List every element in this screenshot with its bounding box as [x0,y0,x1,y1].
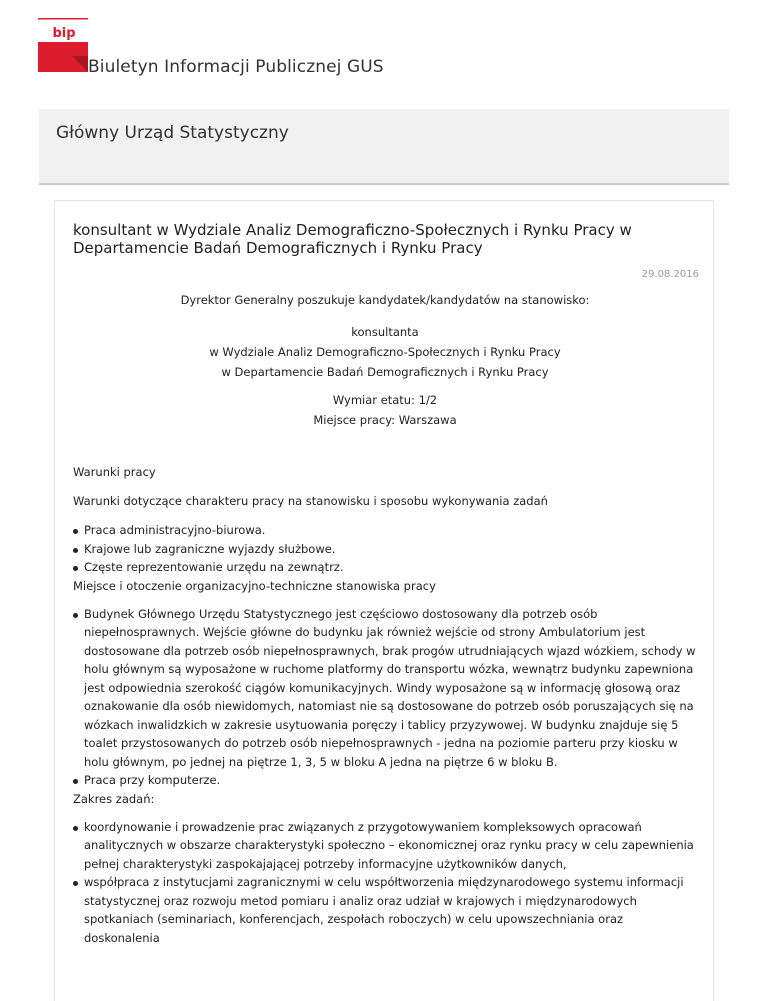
bip-logo-text: bip [52,26,76,41]
position-block [73,322,697,382]
position-line: konsultanta [351,325,419,339]
list-item: Budynek Głównego Urzędu Statystycznego jest częściowo dostosowany dla potrzeb osób niepełnosprawnych. Wejście główne do budynku jak również wejście od strony Ambulatorium jest dostosowane dla potrzeb osób niepełnosprawnych, brak progów utrudniających wjazd wózkiem, schody w holu głównym są wyposażone w ruchome platformy do transportu wózka, wewnątrz budynku zapewniona jest odpowiednia szerokość ciągów komunikacyjnych. Windy wyposażone są w informację głosową oraz oznakowanie dla osób niewidomych, natomiast nie są dostosowane do potrzeb osób poruszających się na wózkach inwalidzkich w zakresie usytuowania poręczy i tablicy przyzywowej. W budynku znajduje się 5 toalet przystosowanych do potrzeb osób niepełnosprawnych - jedna na poziomie parteru przy kiosku w holu głównym, po jednej na piętrze 1, 3, 5 w bloku A jedna na piętrze 6 w bloku B. [73,605,697,772]
list-zakres [73,818,697,948]
section-heading-zakres: Zakres zadań: [73,791,155,806]
bip-logo[interactable] [38,18,88,72]
article-content [73,221,697,947]
publication-date: 29.08.2016 [641,269,699,280]
work-time: Wymiar etatu: 1/2 [332,393,438,407]
list-miejsce [73,605,697,790]
org-name[interactable]: Główny Urząd Statystyczny [56,123,289,143]
work-location: Miejsce pracy: Warszawa [313,413,457,427]
list-charakter [73,521,697,577]
site-title[interactable]: Biuletyn Informacji Publicznej GUS [88,57,384,77]
list-item: współpraca z instytucjami zagranicznymi w celu współtworzenia międzynarodowego systemu informacji statystycznej oraz rozwoju metod pomiaru i analiz oraz udział w krajowych i międzynarodowych spotkaniach (seminariach, konferencjach, zespołach roboczych) w celu upowszechniania oraz doskonalenia [73,873,697,947]
job-meta [73,390,697,430]
list-item: Krajowe lub zagraniczne wyjazdy służbowe. [73,540,697,559]
position-line: w Departamencie Badań Demograficznych i Rynku Pracy [221,365,549,379]
list-item: Częste reprezentowanie urzędu na zewnątrz. [73,558,697,577]
position-line: w Wydziale Analiz Demograficzno-Społecznych i Rynku Pracy [209,345,561,359]
article-card [54,200,714,1001]
site-header [0,0,768,108]
list-item: koordynowanie i prowadzenie prac związanych z przygotowywaniem kompleksowych opracowań analitycznych w obszarze charakterystyki społeczno – ekonomicznej oraz rynku pracy w celu zapewnienia pełnej charakterystyki zaspokajającej potrzeby informacyjne użytkowników danych, [73,818,697,874]
list-item: Praca przy komputerze. [73,771,697,790]
article-title: konsultant w Wydziale Analiz Demograficzno-Społecznych i Rynku Pracy w Departamencie Badań Demograficznych i Rynku Pracy [73,221,632,257]
section-heading-warunki: Warunki pracy [73,465,156,479]
org-banner [39,109,729,185]
list-item: Praca administracyjno-biurowa. [73,521,697,540]
intro-text: Dyrektor Generalny poszukuje kandydatek/kandydatów na stanowisko: [180,293,590,307]
section-heading-charakter: Warunki dotyczące charakteru pracy na stanowisku i sposobu wykonywania zadań [73,494,548,508]
section-heading-miejsce: Miejsce i otoczenie organizacyjno-techniczne stanowiska pracy [73,578,436,593]
